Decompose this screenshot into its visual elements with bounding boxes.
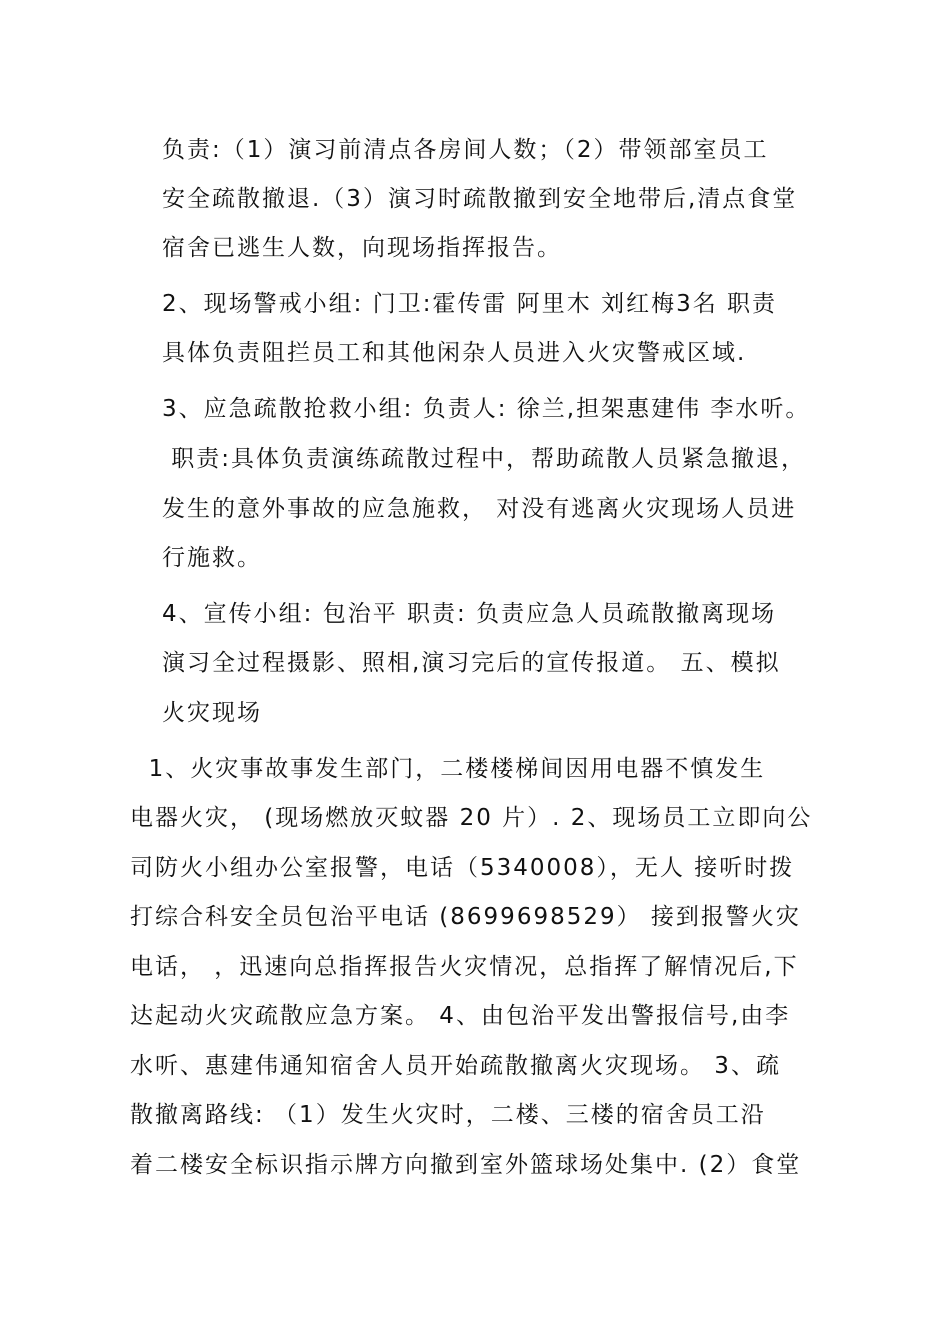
- text-line: 散撤离路线: （1）发生火灾时，二楼、三楼的宿舍员工沿: [130, 1102, 766, 1128]
- text-line: 安全疏散撤退.（3）演习时疏散撤到安全地带后,清点食堂: [162, 186, 798, 212]
- text-line: 电器火灾， (现场燃放灭蚊器 20 片）. 2、现场员工立即向公: [130, 805, 813, 831]
- text-line: 着二楼安全标识指示牌方向撤到室外篮球场处集中. (2）食堂: [130, 1152, 802, 1178]
- text-line: 3、应急疏散抢救小组: 负责人: 徐兰,担架惠建伟 李水听。: [162, 396, 811, 422]
- text-line: 4、宣传小组: 包治平 职责: 负责应急人员疏散撤离现场: [162, 601, 777, 627]
- text-line: 电话， ，迅速向总指挥报告火灾情况，总指挥了解情况后,下: [130, 954, 799, 980]
- text-line: 打综合科安全员包治平电话 (8699698529） 接到报警火灾: [130, 904, 801, 930]
- text-line: 1、火灾事故事发生部门，二楼楼梯间因用电器不慎发生: [130, 756, 766, 782]
- text-line: 宿舍已逃生人数，向现场指挥报告。: [162, 235, 562, 261]
- text-line: 演习全过程摄影、照相,演习完后的宣传报道。 五、模拟: [162, 650, 781, 676]
- text-line: 发生的意外事故的应急施救， 对没有逃离火灾现场人员进: [162, 496, 797, 522]
- text-line: 司防火小组办公室报警，电话（5340008），无人 接听时拨: [130, 855, 795, 881]
- text-line: 职责:具体负责演练疏散过程中，帮助疏散人员紧急撤退，: [162, 446, 807, 472]
- text-line: 达起动火灾疏散应急方案。 4、由包治平发出警报信号,由李: [130, 1003, 791, 1029]
- text-line: 2、现场警戒小组: 门卫:霍传雷 阿里木 刘红梅3名 职责: [162, 291, 778, 317]
- text-line: 负责:（1）演习前清点各房间人数；（2）带领部室员工: [162, 137, 769, 163]
- text-line: 行施救。: [162, 545, 262, 571]
- text-line: 具体负责阻拦员工和其他闲杂人员进入火灾警戒区域.: [162, 340, 747, 366]
- text-line: 水听、惠建伟通知宿舍人员开始疏散撤离火灾现场。 3、疏: [130, 1053, 781, 1079]
- text-line: 火灾现场: [162, 700, 262, 726]
